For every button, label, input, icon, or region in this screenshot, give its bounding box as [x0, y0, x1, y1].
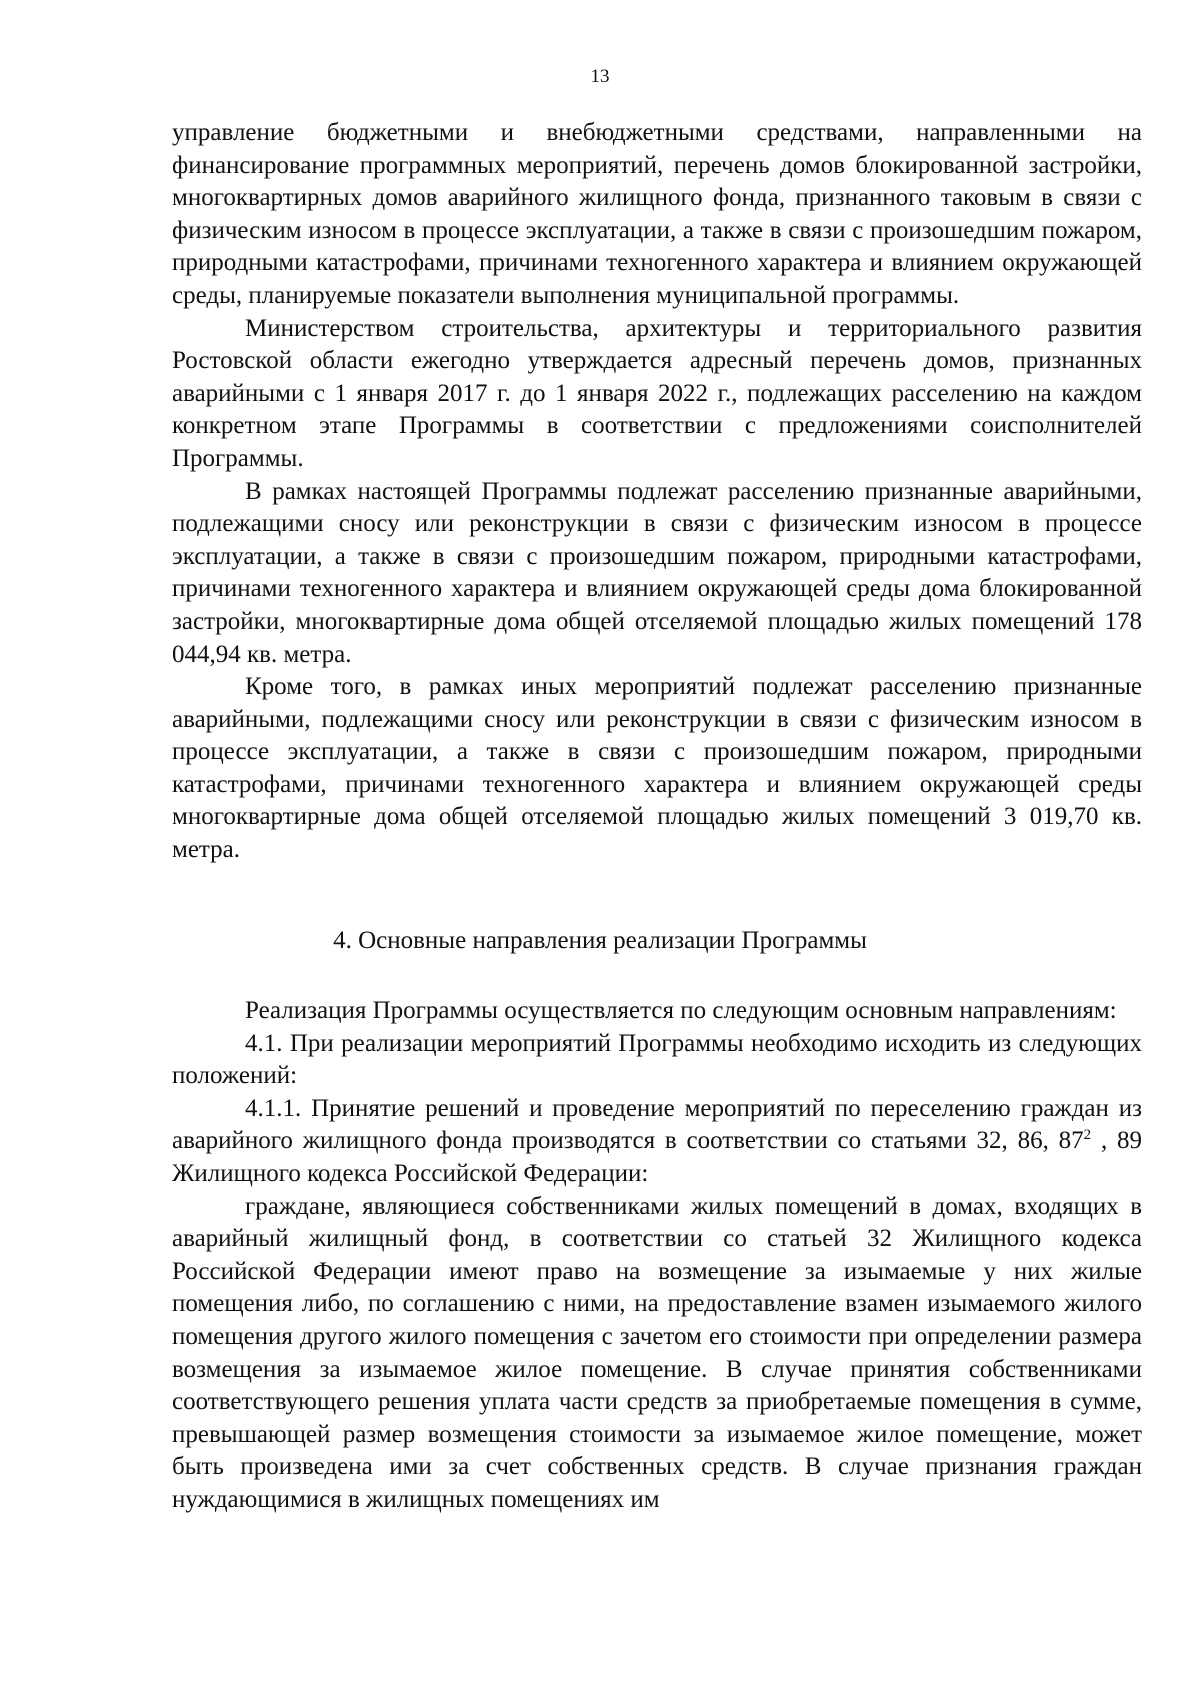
paragraph-program-area: В рамках настоящей Программы подлежат расселению признанные аварийными, подлежащими сносу или реконструкции в связи с физическим износом в процессе эксплуатации, а также в связи с произошедшим пожаром, природными катастрофами, причинами техногенного характера и влиянием окружающей среды дома блокированной застройки, многоквартирные дома общей отселяемой площадью жилых помещений 178 044,94 кв. метра.: [172, 477, 1142, 668]
body-text-before-heading: [172, 117, 1142, 867]
page-number: 13: [590, 66, 610, 87]
paragraph-directions-intro: Реализация Программы осуществляется по следующим основным направлениям:: [245, 997, 1117, 1024]
clause-4-1-1-text-end: , 89 Жилищного кодекса Российской Федерации:: [172, 1127, 1143, 1187]
paragraph-other-measures-area: Кроме того, в рамках иных мероприятий подлежат расселению признанные аварийными, подлежащими сносу или реконструкции в связи с физическим износом в процессе эксплуатации, а также в связи с произошедшим пожаром, природными катастрофами, причинами техногенного характера и влиянием окружающей среды многоквартирные дома общей отселяемой площадью жилых помещений 3 019,70 кв. метра.: [172, 673, 1142, 864]
paragraph-clause-4-1: 4.1. При реализации мероприятий Программы необходимо исходить из следующих положений:: [172, 1029, 1142, 1090]
paragraph-ministry-list: Министерством строительства, архитектуры и территориального развития Ростовской области ежегодно утверждается адресный перечень домов, признанных аварийными с 1 января 2017 г. до 1 января 2022 г., подлежащих расселению на каждом конкретном этапе Программы в соответствии с предложениями соисполнителей Программы.: [172, 314, 1142, 472]
paragraph-owners-rights: граждане, являющиеся собственниками жилых помещений в домах, входящих в аварийный жилищный фонд, в соответствии со статьей 32 Жилищного кодекса Российской Федерации имеют право на возмещение за изымаемые у них жилые помещения либо, по соглашению с ними, на предоставление взамен изымаемого жилого помещения другого жилого помещения с зачетом его стоимости при определении размера возмещения за изымаемое жилое помещение. В случае принятия собственниками соответствующего решения уплата части средств за приобретаемые помещения в сумме, превышающей размер возмещения стоимости за изымаемое жилое помещение, может быть произведена ими за счет собственных средств. В случае признания граждан нуждающимися в жилищных помещениях им: [172, 1192, 1142, 1513]
clause-4-1-1-text: 4.1.1. Принятие решений и проведение мероприятий по переселению граждан из аварийного жилищного фонда производятся в соответствии со статьями 32, 86, 87: [172, 1094, 1142, 1155]
paragraph-clause-4-1-1: [172, 1093, 1142, 1191]
paragraph-continuation: управление бюджетными и внебюджетными средствами, направленными на финансирование программных мероприятий, перечень домов блокированной застройки, многоквартирных домов аварийного жилищного фонда, признанного таковым в связи с физическим износом в процессе эксплуатации, а также в связи с произошедшим пожаром, природными катастрофами, причинами техногенного характера и влиянием окружающей среды, планируемые показатели выполнения муниципальной программы.: [172, 119, 1142, 309]
body-text-after-heading: [172, 995, 1142, 1517]
article-superscript: 2: [1083, 1127, 1092, 1144]
section-heading: 4. Основные направления реализации Программы: [333, 927, 867, 954]
